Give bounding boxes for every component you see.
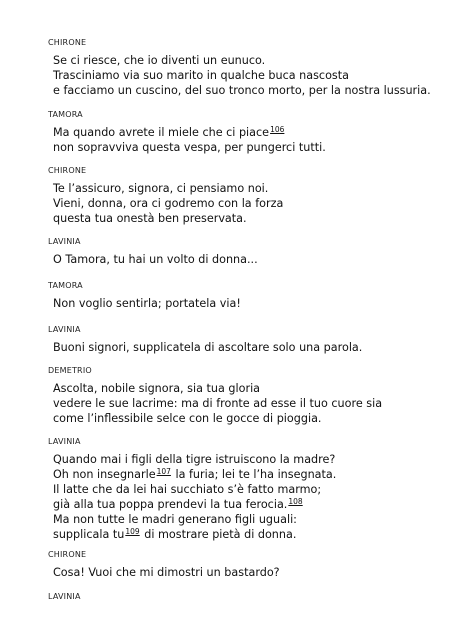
verse-text: già alla tua poppa prendevi la tua ferocia. xyxy=(53,498,288,511)
speaker-name: TAMORA xyxy=(48,110,83,119)
verse-text: Ma quando avrete il miele che ci piace xyxy=(53,126,270,139)
speaker-name: LAVINIA xyxy=(48,237,81,246)
speaker-name: CHIRONE xyxy=(48,166,87,175)
speech-block xyxy=(48,110,436,155)
speaker-name: LAVINIA xyxy=(48,592,81,601)
verse-text: Oh non insegnarle xyxy=(53,468,156,481)
speaker-name: CHIRONE xyxy=(48,550,87,559)
verse-line: Quando mai i figli della tigre istruiscono la madre? xyxy=(53,453,336,466)
footnote-link[interactable]: 108 xyxy=(288,497,303,506)
verse-lines xyxy=(53,125,436,155)
verse-line: Il latte che da lei hai succhiato s’è fatto marmo; xyxy=(53,483,322,496)
verse-line: questa tua onestà ben preservata. xyxy=(53,212,247,225)
verse-line: O Tamora, tu hai un volto di donna... xyxy=(53,253,258,266)
speech-block xyxy=(48,592,436,602)
footnote-link[interactable]: 107 xyxy=(156,467,171,476)
verse-line xyxy=(53,125,436,140)
verse-line: Vieni, donna, ora ci godremo con la forza xyxy=(53,197,284,210)
verse-lines xyxy=(53,296,436,311)
speech-block xyxy=(48,366,436,426)
speaker-name: LAVINIA xyxy=(48,325,81,334)
verse-lines xyxy=(53,53,436,98)
verse-line xyxy=(53,497,436,512)
verse-lines xyxy=(53,381,436,426)
verse-line xyxy=(53,467,436,482)
speech-block xyxy=(48,437,436,542)
verse-line: Ma non tutte le madri generano figli uguali: xyxy=(53,513,297,526)
speech-block xyxy=(48,166,436,226)
speaker-name: CHIRONE xyxy=(48,38,87,47)
speaker-name: TAMORA xyxy=(48,281,83,290)
verse-line: vedere le sue lacrime: ma di fronte ad esse il tuo cuore sia xyxy=(53,397,383,410)
footnote-link[interactable]: 106 xyxy=(270,125,285,134)
verse-lines xyxy=(53,340,436,355)
verse-line: come l’inflessibile selce con le gocce di pioggia. xyxy=(53,412,322,425)
verse-line xyxy=(53,527,436,542)
speech-block xyxy=(48,281,436,311)
verse-line: Non voglio sentirla; portatela via! xyxy=(53,297,241,310)
verse-text: la furia; lei te l’ha insegnata. xyxy=(171,468,337,481)
verse-line: Buoni signori, supplicatela di ascoltare solo una parola. xyxy=(53,341,363,354)
speaker-name: DEMETRIO xyxy=(48,366,92,375)
verse-text: di mostrare pietà di donna. xyxy=(140,528,297,541)
verse-text: supplicala tu xyxy=(53,528,125,541)
verse-line: non sopravviva questa vespa, per pungerci tutti. xyxy=(53,141,326,154)
verse-line: Se ci riesce, che io diventi un eunuco. xyxy=(53,54,266,67)
speech-block xyxy=(48,237,436,267)
verse-line: Te l’assicuro, signora, ci pensiamo noi. xyxy=(53,182,269,195)
speech-block xyxy=(48,550,436,580)
verse-line: e facciamo un cuscino, del suo tronco morto, per la nostra lussuria. xyxy=(53,84,431,97)
footnote-link[interactable]: 109 xyxy=(125,527,140,536)
verse-line: Ascolta, nobile signora, sia tua gloria xyxy=(53,382,261,395)
verse-lines xyxy=(53,252,436,267)
speaker-name: LAVINIA xyxy=(48,437,81,446)
verse-line: Cosa! Vuoi che mi dimostri un bastardo? xyxy=(53,566,280,579)
verse-lines xyxy=(53,452,436,542)
verse-lines xyxy=(53,565,436,580)
speech-block xyxy=(48,325,436,355)
verse-line: Trasciniamo via suo marito in qualche buca nascosta xyxy=(53,69,349,82)
speech-block xyxy=(48,38,436,98)
verse-lines xyxy=(53,181,436,226)
